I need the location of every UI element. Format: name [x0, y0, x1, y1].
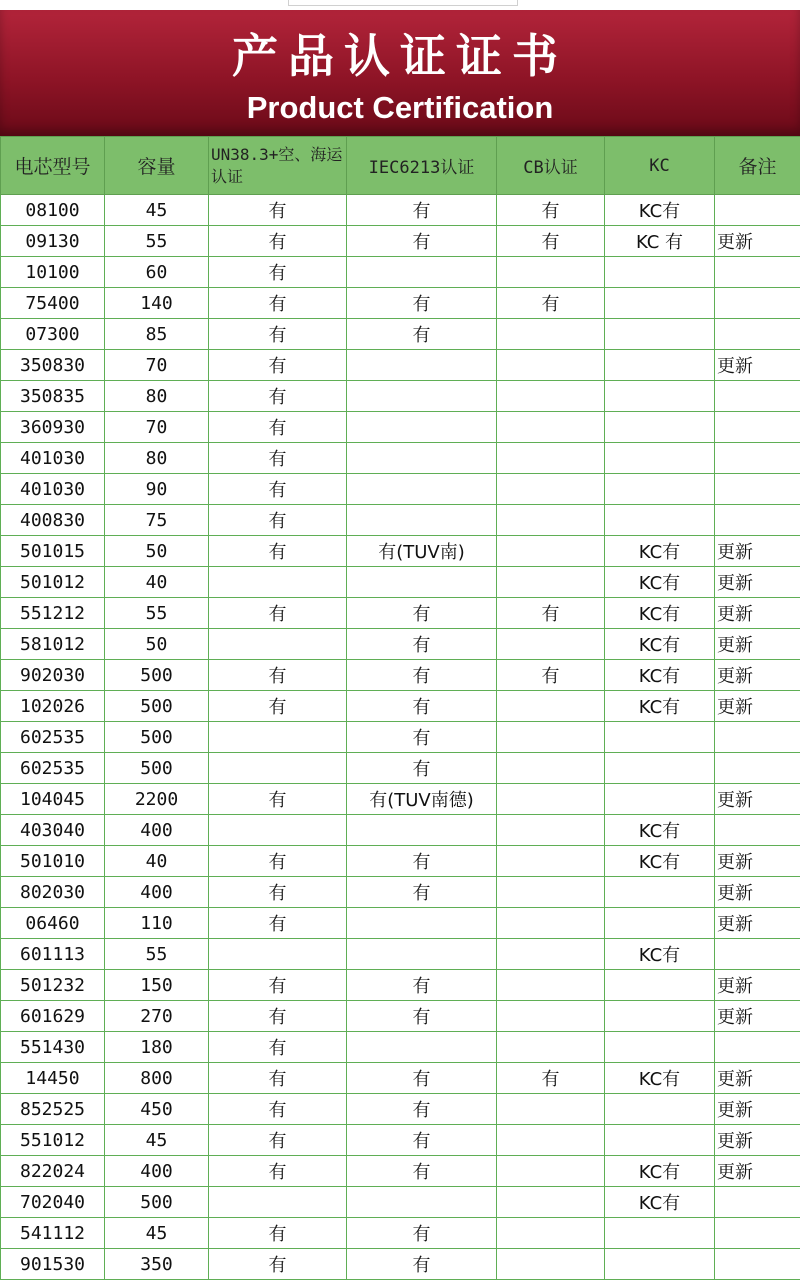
cell-model: 822024 — [1, 1156, 105, 1187]
cell-iec — [347, 381, 497, 412]
cell-cb: 有 — [497, 288, 605, 319]
table-row — [1, 195, 800, 226]
cell-iec — [347, 257, 497, 288]
table-row — [1, 784, 800, 815]
cell-capacity: 500 — [105, 691, 209, 722]
cell-capacity: 450 — [105, 1094, 209, 1125]
cell-capacity: 140 — [105, 288, 209, 319]
cell-cb — [497, 474, 605, 505]
table-row — [1, 846, 800, 877]
cell-iec — [347, 908, 497, 939]
cell-model: 401030 — [1, 474, 105, 505]
cell-kc — [605, 1125, 715, 1156]
title-english: Product Certification — [0, 90, 800, 126]
header-row — [1, 137, 800, 195]
cell-un383: 有 — [209, 1218, 347, 1249]
header-cell-remarks: 备注 — [715, 137, 800, 195]
cell-un383: 有 — [209, 288, 347, 319]
cell-kc — [605, 877, 715, 908]
cell-iec: 有 — [347, 722, 497, 753]
cell-capacity: 45 — [105, 1125, 209, 1156]
cell-iec: 有 — [347, 195, 497, 226]
cell-cb — [497, 319, 605, 350]
cell-model: 802030 — [1, 877, 105, 908]
cell-un383: 有 — [209, 846, 347, 877]
cell-cb — [497, 412, 605, 443]
cell-un383: 有 — [209, 505, 347, 536]
cell-capacity: 400 — [105, 877, 209, 908]
cell-un383: 有 — [209, 443, 347, 474]
cell-un383: 有 — [209, 1063, 347, 1094]
cell-model: 551430 — [1, 1032, 105, 1063]
table-row — [1, 877, 800, 908]
cell-kc: KC有 — [605, 567, 715, 598]
cell-model: 501012 — [1, 567, 105, 598]
cell-capacity: 400 — [105, 815, 209, 846]
cell-cb — [497, 381, 605, 412]
cell-capacity: 55 — [105, 939, 209, 970]
cell-remarks — [715, 1032, 800, 1063]
cell-kc — [605, 1032, 715, 1063]
cell-kc — [605, 350, 715, 381]
cell-remarks — [715, 939, 800, 970]
cell-remarks — [715, 319, 800, 350]
cell-iec: 有(TUV南) — [347, 536, 497, 567]
cell-iec — [347, 350, 497, 381]
cell-kc: KC有 — [605, 1063, 715, 1094]
cell-capacity: 55 — [105, 598, 209, 629]
cell-model: 551212 — [1, 598, 105, 629]
title-banner — [0, 10, 800, 136]
cell-un383 — [209, 722, 347, 753]
cell-kc — [605, 1218, 715, 1249]
cell-model: 06460 — [1, 908, 105, 939]
cell-kc — [605, 970, 715, 1001]
cell-iec: 有 — [347, 753, 497, 784]
cell-remarks — [715, 1187, 800, 1218]
cell-capacity: 80 — [105, 381, 209, 412]
cell-remarks — [715, 412, 800, 443]
cell-kc: KC有 — [605, 939, 715, 970]
cell-un383 — [209, 939, 347, 970]
header-cell-un383: UN38.3+空、海运认证 — [209, 137, 347, 195]
cell-un383: 有 — [209, 226, 347, 257]
cell-un383: 有 — [209, 1094, 347, 1125]
cell-capacity: 40 — [105, 567, 209, 598]
cell-iec — [347, 1032, 497, 1063]
cell-capacity: 2200 — [105, 784, 209, 815]
cell-model: 10100 — [1, 257, 105, 288]
cell-remarks: 更新 — [715, 784, 800, 815]
cell-model: 852525 — [1, 1094, 105, 1125]
cell-cb — [497, 815, 605, 846]
cell-un383: 有 — [209, 1125, 347, 1156]
cell-capacity: 70 — [105, 412, 209, 443]
cell-cb — [497, 1218, 605, 1249]
cell-remarks: 更新 — [715, 660, 800, 691]
cell-un383: 有 — [209, 381, 347, 412]
cell-model: 350830 — [1, 350, 105, 381]
cell-kc: KC有 — [605, 691, 715, 722]
cell-remarks: 更新 — [715, 1156, 800, 1187]
cell-remarks — [715, 815, 800, 846]
cell-iec — [347, 474, 497, 505]
cell-un383: 有 — [209, 877, 347, 908]
cell-capacity: 50 — [105, 629, 209, 660]
cell-kc: KC有 — [605, 1187, 715, 1218]
cell-kc: KC有 — [605, 846, 715, 877]
cell-cb — [497, 722, 605, 753]
cell-remarks — [715, 1218, 800, 1249]
cell-model: 75400 — [1, 288, 105, 319]
cell-cb — [497, 536, 605, 567]
cell-un383: 有 — [209, 536, 347, 567]
cell-iec — [347, 567, 497, 598]
cell-cb — [497, 629, 605, 660]
cell-remarks — [715, 474, 800, 505]
table-row — [1, 939, 800, 970]
cell-iec: 有 — [347, 691, 497, 722]
cell-remarks: 更新 — [715, 629, 800, 660]
cell-cb — [497, 1187, 605, 1218]
cell-model: 08100 — [1, 195, 105, 226]
cell-un383: 有 — [209, 691, 347, 722]
cell-model: 501015 — [1, 536, 105, 567]
cell-capacity: 500 — [105, 660, 209, 691]
cell-model: 102026 — [1, 691, 105, 722]
table-row — [1, 319, 800, 350]
cell-kc — [605, 443, 715, 474]
cell-cb — [497, 691, 605, 722]
cell-capacity: 270 — [105, 1001, 209, 1032]
cell-cb — [497, 784, 605, 815]
cell-un383: 有 — [209, 970, 347, 1001]
cell-capacity: 45 — [105, 1218, 209, 1249]
certification-table — [0, 136, 800, 1280]
header-cell-model: 电芯型号 — [1, 137, 105, 195]
cell-kc — [605, 288, 715, 319]
cell-model: 360930 — [1, 412, 105, 443]
cell-iec: 有 — [347, 970, 497, 1001]
header-cell-iec: IEC6213认证 — [347, 137, 497, 195]
cell-model: 601629 — [1, 1001, 105, 1032]
cell-remarks: 更新 — [715, 536, 800, 567]
cell-un383: 有 — [209, 598, 347, 629]
cell-iec — [347, 505, 497, 536]
cell-un383: 有 — [209, 660, 347, 691]
cell-model: 541112 — [1, 1218, 105, 1249]
cell-kc — [605, 474, 715, 505]
cell-un383 — [209, 1187, 347, 1218]
cell-capacity: 55 — [105, 226, 209, 257]
table-row — [1, 1187, 800, 1218]
cell-remarks: 更新 — [715, 567, 800, 598]
cell-capacity: 50 — [105, 536, 209, 567]
cell-iec: 有 — [347, 660, 497, 691]
table-row — [1, 288, 800, 319]
table-row — [1, 1094, 800, 1125]
cell-kc: KC有 — [605, 660, 715, 691]
cell-cb — [497, 505, 605, 536]
cell-kc — [605, 722, 715, 753]
title-chinese: 产品认证证书 — [0, 10, 800, 86]
cell-un383: 有 — [209, 412, 347, 443]
table-row — [1, 443, 800, 474]
top-strip-frame — [288, 0, 518, 6]
table-row — [1, 815, 800, 846]
table-row — [1, 474, 800, 505]
cell-model: 350835 — [1, 381, 105, 412]
cell-remarks — [715, 288, 800, 319]
cell-remarks: 更新 — [715, 691, 800, 722]
cell-kc: KC有 — [605, 815, 715, 846]
table-row — [1, 1249, 800, 1280]
cell-cb — [497, 908, 605, 939]
cell-un383: 有 — [209, 195, 347, 226]
cell-cb — [497, 1125, 605, 1156]
cell-iec: 有 — [347, 1125, 497, 1156]
cell-kc: KC有 — [605, 598, 715, 629]
cell-cb — [497, 567, 605, 598]
cell-model: 401030 — [1, 443, 105, 474]
cell-iec: 有 — [347, 1063, 497, 1094]
cell-model: 400830 — [1, 505, 105, 536]
header-cell-kc: KC — [605, 137, 715, 195]
cell-cb — [497, 1032, 605, 1063]
cell-kc — [605, 381, 715, 412]
cell-iec — [347, 815, 497, 846]
cell-iec: 有 — [347, 629, 497, 660]
header-cell-capacity: 容量 — [105, 137, 209, 195]
cell-un383: 有 — [209, 1156, 347, 1187]
cell-iec — [347, 939, 497, 970]
cell-remarks: 更新 — [715, 1094, 800, 1125]
cell-iec: 有 — [347, 1001, 497, 1032]
cell-model: 07300 — [1, 319, 105, 350]
table-row — [1, 1032, 800, 1063]
cell-model: 403040 — [1, 815, 105, 846]
cell-cb: 有 — [497, 598, 605, 629]
cell-iec: 有 — [347, 319, 497, 350]
cell-kc — [605, 784, 715, 815]
cell-kc — [605, 319, 715, 350]
cell-iec: 有 — [347, 846, 497, 877]
cell-cb — [497, 1001, 605, 1032]
cell-iec: 有 — [347, 1249, 497, 1280]
table-row — [1, 1001, 800, 1032]
cell-cb: 有 — [497, 226, 605, 257]
cell-iec — [347, 443, 497, 474]
cell-remarks — [715, 505, 800, 536]
table-row — [1, 970, 800, 1001]
cell-un383: 有 — [209, 1001, 347, 1032]
cell-capacity: 150 — [105, 970, 209, 1001]
cell-capacity: 110 — [105, 908, 209, 939]
cell-un383: 有 — [209, 350, 347, 381]
cell-remarks — [715, 722, 800, 753]
table-row — [1, 908, 800, 939]
cell-remarks: 更新 — [715, 846, 800, 877]
table-row — [1, 660, 800, 691]
table-row — [1, 350, 800, 381]
cell-iec: 有 — [347, 1094, 497, 1125]
cell-un383: 有 — [209, 784, 347, 815]
table-row — [1, 257, 800, 288]
cell-model: 601113 — [1, 939, 105, 970]
cell-cb — [497, 257, 605, 288]
cell-cb — [497, 1094, 605, 1125]
table-row — [1, 412, 800, 443]
top-strip — [0, 0, 800, 10]
cell-un383: 有 — [209, 1249, 347, 1280]
cell-cb — [497, 443, 605, 474]
table-row — [1, 567, 800, 598]
cell-capacity: 90 — [105, 474, 209, 505]
cell-kc — [605, 1249, 715, 1280]
cell-remarks — [715, 195, 800, 226]
cell-iec: 有 — [347, 1156, 497, 1187]
cell-remarks — [715, 257, 800, 288]
table-row — [1, 753, 800, 784]
cell-model: 902030 — [1, 660, 105, 691]
table-row — [1, 1125, 800, 1156]
cell-kc: KC有 — [605, 195, 715, 226]
cell-capacity: 40 — [105, 846, 209, 877]
cell-remarks — [715, 1249, 800, 1280]
cell-capacity: 800 — [105, 1063, 209, 1094]
cell-iec — [347, 1187, 497, 1218]
cell-capacity: 180 — [105, 1032, 209, 1063]
cell-iec — [347, 412, 497, 443]
cell-cb — [497, 877, 605, 908]
cell-capacity: 85 — [105, 319, 209, 350]
cell-iec: 有(TUV南德) — [347, 784, 497, 815]
cell-kc: KC有 — [605, 629, 715, 660]
cell-model: 104045 — [1, 784, 105, 815]
cell-cb: 有 — [497, 660, 605, 691]
table-row — [1, 691, 800, 722]
cell-un383: 有 — [209, 319, 347, 350]
cell-capacity: 350 — [105, 1249, 209, 1280]
table-row — [1, 598, 800, 629]
cell-capacity: 75 — [105, 505, 209, 536]
cell-remarks: 更新 — [715, 226, 800, 257]
cell-capacity: 45 — [105, 195, 209, 226]
cell-un383 — [209, 753, 347, 784]
cell-cb — [497, 846, 605, 877]
cell-cb — [497, 350, 605, 381]
cell-cb — [497, 753, 605, 784]
cell-un383: 有 — [209, 908, 347, 939]
cell-capacity: 80 — [105, 443, 209, 474]
cell-kc — [605, 505, 715, 536]
cell-un383 — [209, 629, 347, 660]
table-row — [1, 1218, 800, 1249]
cell-kc — [605, 908, 715, 939]
cell-kc: KC 有 — [605, 226, 715, 257]
cell-remarks: 更新 — [715, 1063, 800, 1094]
cell-iec: 有 — [347, 598, 497, 629]
cell-capacity: 70 — [105, 350, 209, 381]
cell-cb — [497, 939, 605, 970]
cell-remarks: 更新 — [715, 908, 800, 939]
cell-model: 551012 — [1, 1125, 105, 1156]
cell-remarks: 更新 — [715, 877, 800, 908]
cell-iec: 有 — [347, 1218, 497, 1249]
table-row — [1, 629, 800, 660]
cell-cb — [497, 1156, 605, 1187]
cell-remarks — [715, 381, 800, 412]
cell-capacity: 500 — [105, 1187, 209, 1218]
cell-model: 14450 — [1, 1063, 105, 1094]
cell-cb — [497, 970, 605, 1001]
cell-model: 702040 — [1, 1187, 105, 1218]
cell-capacity: 60 — [105, 257, 209, 288]
cell-remarks: 更新 — [715, 1001, 800, 1032]
cell-un383: 有 — [209, 257, 347, 288]
cell-un383 — [209, 815, 347, 846]
cell-kc — [605, 257, 715, 288]
cell-kc — [605, 412, 715, 443]
cell-model: 501232 — [1, 970, 105, 1001]
cell-un383: 有 — [209, 474, 347, 505]
table-row — [1, 1063, 800, 1094]
table-row — [1, 536, 800, 567]
cell-un383: 有 — [209, 1032, 347, 1063]
cell-remarks — [715, 443, 800, 474]
cell-remarks: 更新 — [715, 598, 800, 629]
cell-capacity: 500 — [105, 753, 209, 784]
cell-model: 501010 — [1, 846, 105, 877]
header-cell-cb: CB认证 — [497, 137, 605, 195]
cell-cb — [497, 1249, 605, 1280]
cell-un383 — [209, 567, 347, 598]
cell-remarks: 更新 — [715, 1125, 800, 1156]
cell-cb: 有 — [497, 1063, 605, 1094]
cell-iec: 有 — [347, 877, 497, 908]
cell-remarks: 更新 — [715, 350, 800, 381]
table-row — [1, 381, 800, 412]
cell-model: 602535 — [1, 722, 105, 753]
cell-kc — [605, 1094, 715, 1125]
cell-kc: KC有 — [605, 1156, 715, 1187]
cell-model: 581012 — [1, 629, 105, 660]
cell-kc: KC有 — [605, 536, 715, 567]
cell-model: 602535 — [1, 753, 105, 784]
cell-iec: 有 — [347, 226, 497, 257]
cell-remarks: 更新 — [715, 970, 800, 1001]
table-row — [1, 1156, 800, 1187]
cell-capacity: 500 — [105, 722, 209, 753]
table-row — [1, 722, 800, 753]
cell-kc — [605, 1001, 715, 1032]
cell-kc — [605, 753, 715, 784]
cell-model: 09130 — [1, 226, 105, 257]
cell-remarks — [715, 753, 800, 784]
table-row — [1, 505, 800, 536]
cell-capacity: 400 — [105, 1156, 209, 1187]
cell-cb: 有 — [497, 195, 605, 226]
cell-model: 901530 — [1, 1249, 105, 1280]
cell-iec: 有 — [347, 288, 497, 319]
table-row — [1, 226, 800, 257]
